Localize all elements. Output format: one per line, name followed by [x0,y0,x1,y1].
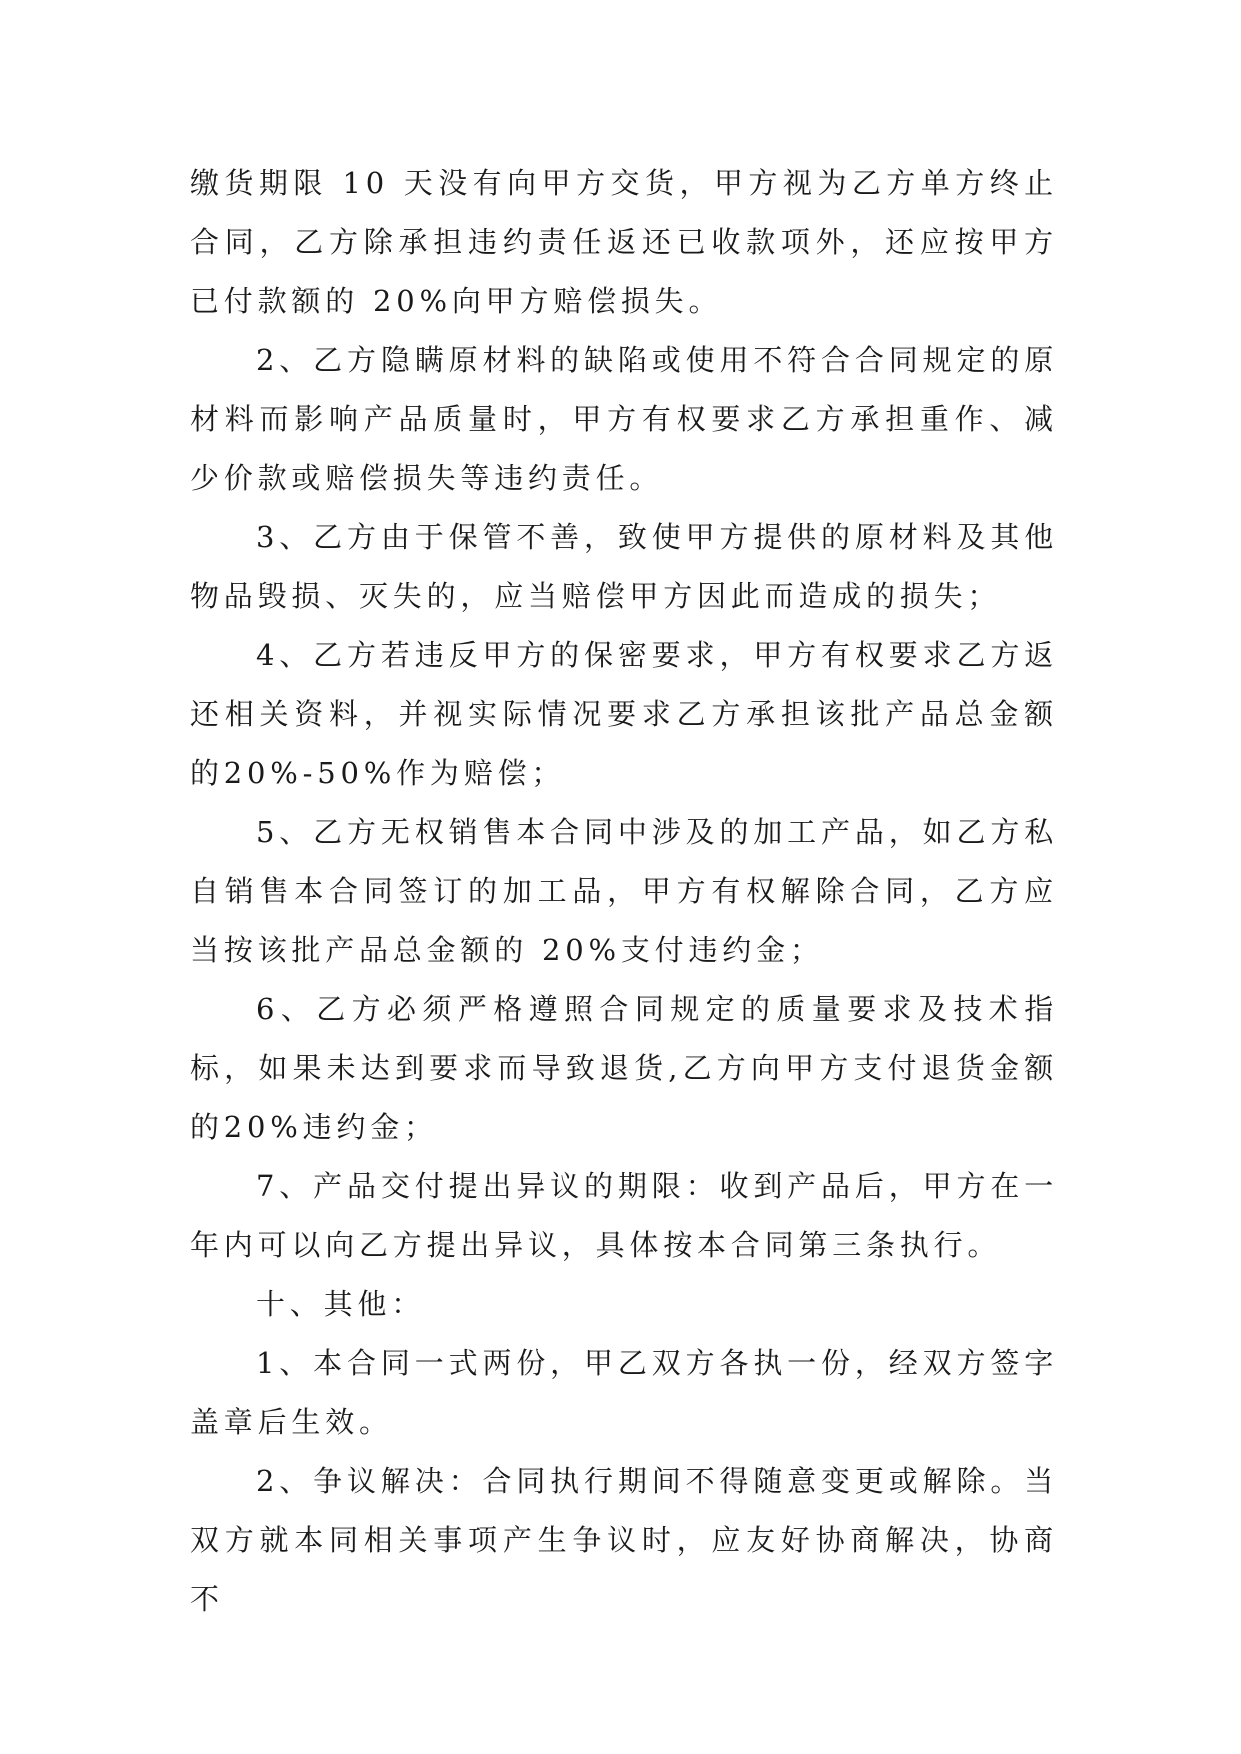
clause-5: 5、乙方无权销售本合同中涉及的加工产品，如乙方私自销售本合同签订的加工品，甲方有权解除合同，乙方应当按该批产品总金额的 20%支付违约金； [190,815,1058,967]
paragraph-continuation: 缴货期限 10 天没有向甲方交货，甲方视为乙方单方终止合同，乙方除承担违约责任返还已收款项外，还应按甲方已付款额的 20%向甲方赔偿损失。 [190,166,1058,318]
clause-3: 3、乙方由于保管不善，致使甲方提供的原材料及其他物品毁损、灭失的，应当赔偿甲方因此而造成的损失； [190,520,1058,613]
clause-6: 6、乙方必须严格遵照合同规定的质量要求及技术指标，如果未达到要求而导致退货,乙方向甲方支付退货金额的20%违约金； [190,992,1058,1144]
clause-7: 7、产品交付提出异议的期限：收到产品后，甲方在一年内可以向乙方提出异议，具体按本合同第三条执行。 [190,1169,1058,1262]
section-heading-other: 十、其他： [256,1287,426,1321]
document-body [190,154,1058,1629]
other-clause-1: 1、本合同一式两份，甲乙双方各执一份，经双方签字盖章后生效。 [190,1346,1058,1439]
other-clause-2: 2、争议解决：合同执行期间不得随意变更或解除。当双方就本同相关事项产生争议时，应友好协商解决，协商不 [190,1464,1058,1616]
clause-2: 2、乙方隐瞒原材料的缺陷或使用不符合合同规定的原材料而影响产品质量时，甲方有权要求乙方承担重作、减少价款或赔偿损失等违约责任。 [190,343,1058,495]
clause-4: 4、乙方若违反甲方的保密要求，甲方有权要求乙方返还相关资料，并视实际情况要求乙方承担该批产品总金额的20%-50%作为赔偿； [190,638,1058,790]
